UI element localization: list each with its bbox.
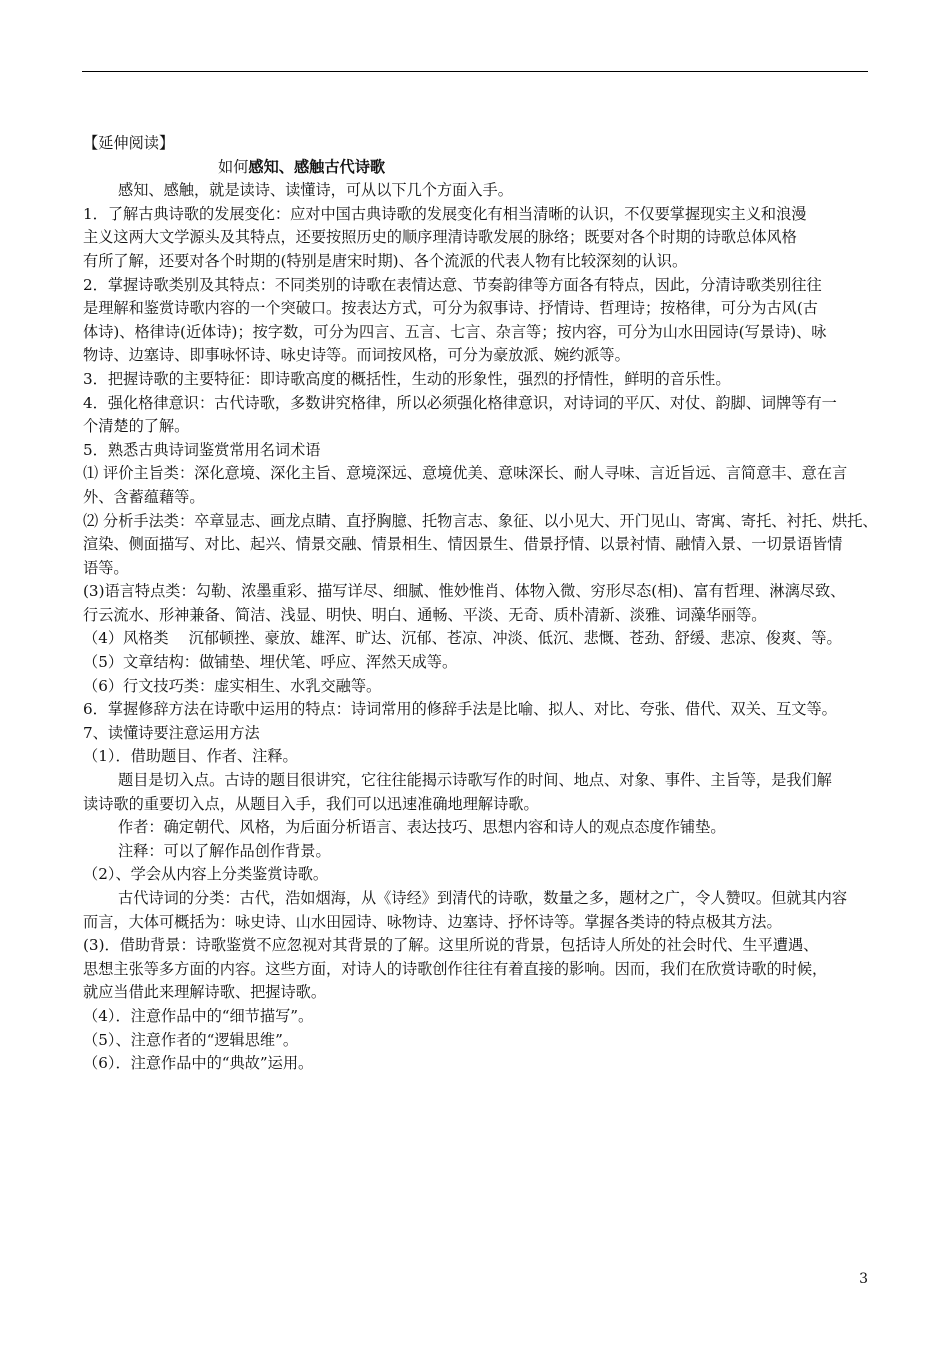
text-line: 行云流水、形神兼备、简洁、浅显、明快、明白、通畅、平淡、无奇、质朴清新、淡雅、词藻华丽等。 [83,605,767,624]
text-line: 体诗)、格律诗(近体诗)；按字数，可分为四言、五言、七言、杂言等；按内容，可分为山水田园诗(写景诗)、咏 [83,322,827,341]
header-rule [82,71,868,72]
text-line: 就应当借此来理解诗歌、把握诗歌。 [83,983,326,1002]
text-line: 3．把握诗歌的主要特征：即诗歌高度的概括性，生动的形象性，强烈的抒情性，鲜明的音乐性。 [83,369,731,388]
text-line: 作者：确定朝代、风格，为后面分析语言、表达技巧、思想内容和诗人的观点态度作铺垫。 [118,818,726,837]
section-label: 【延伸阅读】 [83,134,175,152]
title-prefix: 如何 [218,157,249,176]
text-line: 2．掌握诗歌类别及其特点：不同类别的诗歌在表情达意、节奏韵律等方面各有特点，因此，分清诗歌类别往往 [83,275,822,294]
text-line: 外、含蓄蕴藉等。 [83,487,205,506]
text-line: (3)．借助背景：诗歌鉴赏不应忽视对其背景的了解。这里所说的背景，包括诗人所处的社会时代、生平遭遇、 [83,936,819,955]
text-line: 题目是切入点。古诗的题目很讲究，它往往能揭示诗歌写作的时间、地点、对象、事件、主旨等，是我们解 [118,771,832,790]
text-line: （1）．借助题目、作者、注释。 [83,747,298,766]
body-lines [83,203,878,1076]
text-line: 5．熟悉古典诗词鉴赏常用名词术语 [83,440,321,459]
text-line: 是理解和鉴赏诗歌内容的一个突破口。按表达方式，可分为叙事诗、抒情诗、哲理诗；按格律，可分为古风(古 [83,299,818,318]
page-number: 3 [859,1271,868,1287]
text-line: （5）文章结构：做铺垫、埋伏笔、呼应、浑然天成等。 [83,653,458,672]
text-line: （4）风格类 沉郁顿挫、豪放、雄浑、旷达、沉郁、苍凉、冲淡、低沉、悲慨、苍劲、舒缓、悲凉、俊爽、等。 [83,629,842,648]
document-body [83,132,878,1076]
article-title [83,156,873,180]
text-line: （6）．注意作品中的“典故”运用。 [83,1054,314,1073]
text-line: 古代诗词的分类：古代，浩如烟海，从《诗经》到清代的诗歌，数量之多，题材之广，令人赞叹。但就其内容 [118,889,847,907]
intro-paragraph: 感知、感触，就是读诗、读懂诗，可从以下几个方面入手。 [118,181,513,200]
text-line: （5）、注意作者的“逻辑思维”。 [83,1030,299,1049]
text-line: 语等。 [83,558,129,577]
text-line: （6）行文技巧类：虚实相生、水乳交融等。 [83,676,382,695]
text-line: 6．掌握修辞方法在诗歌中运用的特点：诗词常用的修辞手法是比喻、拟人、对比、夸张、借代、双关、互文等。 [83,700,837,719]
text-line: 个清楚的了解。 [83,417,190,436]
text-line: 有所了解，还要对各个时期的(特别是唐宋时期)、各个流派的代表人物有比较深刻的认识。 [83,251,688,270]
text-line: 1．了解古典诗歌的发展变化：应对中国古典诗歌的发展变化有相当清晰的认识，不仅要掌握现实主义和浪漫 [83,204,807,223]
text-line: 而言，大体可概括为：咏史诗、山水田园诗、咏物诗、边塞诗、抒怀诗等。掌握各类诗的特点极其方法。 [83,912,782,931]
text-line: 物诗、边塞诗、即事咏怀诗、咏史诗等。而词按风格，可分为豪放派、婉约派等。 [83,346,630,365]
text-line: 注释：可以了解作品创作背景。 [118,841,331,860]
text-line: ⑴ 评价主旨类：深化意境、深化主旨、意境深远、意境优美、意味深长、耐人寻味、言近旨远、言简意丰、意在言 [83,464,848,483]
text-line: 思想主张等多方面的内容。这些方面，对诗人的诗歌创作往往有着直接的影响。因而，我们在欣赏诗歌的时候， [83,959,828,978]
text-line: 主义这两大文学源头及其特点，还要按照历史的顺序理清诗歌发展的脉络；既要对各个时期的诗歌总体风格 [83,228,797,247]
text-line: （2）、学会从内容上分类鉴赏诗歌。 [83,865,329,884]
text-line: 渲染、侧面描写、对比、起兴、情景交融、情景相生、情因景生、借景抒情、以景衬情、融情入景、一切景语皆情 [83,535,843,554]
text-line: 7、读懂诗要注意运用方法 [83,723,260,742]
title-bold: 感知、感触古代诗歌 [248,157,386,176]
text-line: 读诗歌的重要切入点，从题目入手，我们可以迅速准确地理解诗歌。 [83,794,539,813]
text-line: 4．强化格律意识：古代诗歌，多数讲究格律，所以必须强化格律意识，对诗词的平仄、对仗、韵脚、词牌等有一 [83,393,837,412]
text-line: ⑵ 分析手法类：卒章显志、画龙点睛、直抒胸臆、托物言志、象征、以小见大、开门见山、寄寓、寄托、衬托、烘托、 [83,511,878,530]
text-line: (3)语言特点类：勾勒、浓墨重彩、描写详尽、细腻、惟妙惟肖、体物入微、穷形尽态(相)、富有哲理、淋漓尽致、 [83,582,846,601]
text-line: （4）．注意作品中的“细节描写”。 [83,1006,314,1025]
